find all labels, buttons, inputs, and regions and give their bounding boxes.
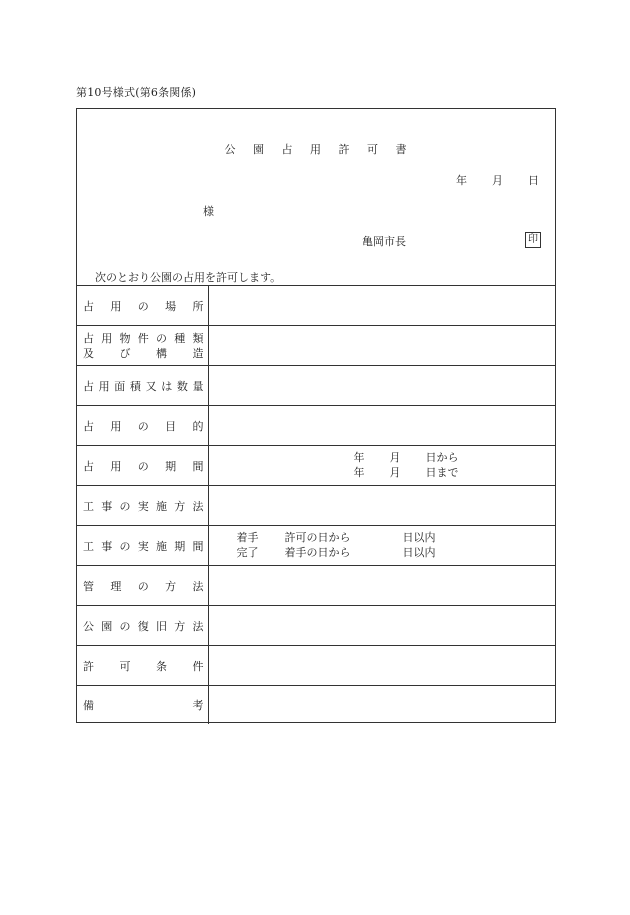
table-row [77,646,555,686]
label-char: 備 [83,699,94,712]
label-char: 旧 [156,619,167,633]
label-char: 用 [110,299,122,313]
date-day: 日 [528,174,539,187]
table-row [77,366,555,406]
works-end-basis: 着手の日から [284,546,351,559]
document-title [77,141,555,157]
seal-mark: 印 [525,232,541,248]
label-char: 復 [137,619,149,633]
row-value[interactable] [208,366,555,406]
label-char: 法 [192,579,204,593]
label-char: 物 [119,331,131,345]
form-header [77,109,555,285]
table-row [77,446,555,486]
label-char: 実 [137,539,149,553]
row-value[interactable] [208,566,555,606]
label-char: 法 [192,499,204,513]
title-char: 用 [310,143,322,156]
date-year: 年 [456,174,467,187]
label-char: 種 [174,331,186,345]
label-char: 施 [156,539,167,553]
row-value[interactable] [208,526,555,566]
period-to: 日まで [425,466,459,479]
table-row [77,486,555,526]
label-char: 場 [165,299,177,313]
label-char: は [161,379,173,393]
date-month: 月 [492,174,503,187]
label-char: 占 [83,299,94,313]
label-char: 目 [165,419,177,433]
title-char: 占 [281,143,294,156]
label-char: 理 [110,579,122,593]
title-char: 公 [224,143,237,156]
period-month: 月 [389,466,401,479]
row-value[interactable] [208,686,555,725]
works-start-label: 着手 [236,531,259,544]
period-year: 年 [353,466,365,479]
works-start-basis: 許可の日から [284,531,351,544]
permit-table [77,285,555,724]
row-value[interactable] [208,486,555,526]
label-char: 構 [156,346,167,360]
label-char: 期 [174,539,186,553]
title-char: 園 [253,143,265,156]
label-char: の [119,539,131,553]
label-char: 用 [110,459,122,473]
label-char: の [137,299,149,313]
label-char: 条 [156,659,167,673]
row-label [77,686,208,725]
label-char: 的 [192,419,204,433]
label-char: 考 [192,699,204,712]
label-char: 又 [145,379,157,393]
label-char: 方 [174,619,186,633]
row-label [77,286,208,326]
table-row [77,566,555,606]
label-char: 許 [83,659,94,673]
table-row [77,286,555,326]
label-char: 件 [192,659,204,673]
works-end-days: 日以内 [402,546,436,559]
row-label [77,486,208,526]
label-char: 方 [174,499,186,513]
row-label [77,326,208,366]
label-char: 面 [114,379,126,393]
issuer: 亀岡市長 [362,235,406,248]
row-value[interactable] [208,286,555,326]
label-char: 工 [83,499,94,513]
label-char: 公 [83,619,94,633]
label-char: 占 [83,331,94,345]
addressee: 様 [203,205,214,218]
row-value[interactable] [208,646,555,686]
title-char: 可 [367,143,379,156]
label-char: の [119,619,131,633]
row-label [77,606,208,646]
label-char: 方 [165,579,177,593]
row-label [77,406,208,446]
title-char: 許 [338,143,351,156]
label-char: 工 [83,539,94,553]
label-char: 期 [165,459,177,473]
label-char: の [137,419,149,433]
label-char: 可 [119,659,131,673]
label-char: の [137,459,149,473]
label-char: の [137,579,149,593]
period-month: 月 [389,451,401,464]
label-char: 及 [83,346,94,360]
table-row [77,606,555,646]
label-char: 施 [156,499,167,513]
label-char: 造 [192,346,204,360]
label-char: 所 [192,299,204,313]
row-value[interactable] [208,406,555,446]
label-char: 事 [101,539,113,553]
label-char: 事 [101,499,113,513]
label-char: 法 [192,619,204,633]
form-number: 第10号様式(第6条関係) [76,86,197,99]
label-char: の [119,499,131,513]
row-value[interactable] [208,326,555,366]
label-char: 占 [83,459,94,473]
issue-date [456,172,539,188]
row-value[interactable] [208,446,555,486]
label-char: 占 [83,419,94,433]
period-year: 年 [353,451,365,464]
row-label [77,366,208,406]
label-char: 園 [101,619,113,633]
lead-text: 次のとおり公園の占用を許可します。 [95,271,282,284]
row-label [77,446,208,486]
works-start-days: 日以内 [402,531,436,544]
works-end-label: 完了 [236,546,259,559]
period-from: 日から [425,451,459,464]
table-row [77,526,555,566]
permit-form [76,108,556,723]
label-char: 件 [137,331,149,345]
label-char: 積 [129,379,141,393]
row-label [77,646,208,686]
label-char: 管 [83,579,94,593]
label-char: 間 [192,459,204,473]
label-char: 用 [101,331,113,345]
works-period-fields [237,530,436,560]
title-char: 書 [395,143,408,156]
label-char: の [156,331,167,345]
table-row [77,406,555,446]
label-char: 実 [137,499,149,513]
table-row [77,686,555,725]
label-char: 用 [98,379,110,393]
label-char: び [119,346,131,360]
row-label [77,566,208,606]
label-char: 数 [176,379,188,393]
row-label [77,526,208,566]
table-row [77,326,555,366]
label-char: 間 [192,539,204,553]
label-char: 量 [192,379,204,393]
period-fields [354,450,459,480]
label-char: 用 [110,419,122,433]
row-value[interactable] [208,606,555,646]
label-char: 類 [192,331,204,345]
label-char: 占 [83,379,94,393]
